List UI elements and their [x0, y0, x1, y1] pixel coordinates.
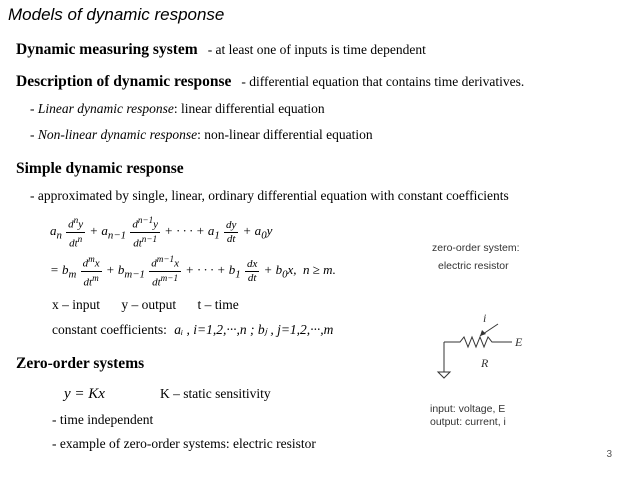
variables-line [52, 297, 239, 313]
description-line [16, 73, 524, 91]
figure-label-1: zero-order system: [432, 242, 520, 254]
var-y: y – output [121, 297, 177, 312]
zero-order-heading: Zero-order systems [16, 355, 145, 372]
linear-prefix: - [30, 101, 38, 116]
sdr-description: - approximated by single, linear, ordinary differential equation with constant coefficients [30, 188, 509, 203]
static-sensitivity: K – static sensitivity [160, 386, 271, 401]
var-x: x – input [52, 297, 101, 312]
slide-title: Models of dynamic response [8, 5, 225, 24]
figure-output: output: current, i [430, 416, 506, 428]
zero-order-formula: y = Kx [64, 386, 105, 402]
figure-input: input: voltage, E [430, 403, 506, 415]
ddr-description: - differential equation that contains time derivatives. [241, 74, 525, 89]
nonlinear-prefix: - [30, 127, 38, 142]
nonlinear-rest: : non-linear differential equation [197, 127, 373, 142]
sdr-heading: Simple dynamic response [16, 160, 184, 177]
differential-equation-line-1: $a_n$ $\frac{d^ny}{dt^n}$ + $a_{n-1}$ $\frac{d^{n-1}y}{dt^{n-1}}$ + · · · + $a_1$ $\frac{dy}{dt}$ + $a_0y$ [50, 215, 273, 250]
nonlinear-line [30, 127, 373, 143]
linear-rest: : linear differential equation [173, 101, 325, 116]
ddr-heading: Description of dynamic response [16, 73, 232, 90]
resistance-symbol: R [481, 356, 489, 370]
linear-line [30, 101, 325, 117]
nonlinear-term: Non-linear dynamic response [37, 127, 198, 142]
coeff-label: constant coefficients: [52, 322, 167, 337]
dms-description: - at least one of inputs is time dependent [207, 42, 426, 57]
resistor-icon [444, 337, 512, 347]
current-symbol: i [483, 311, 487, 325]
voltage-symbol: E [515, 335, 523, 349]
differential-equation-line-2: = $b_m$ $\frac{d^mx}{dt^m}$ + $b_{m-1}$ $\frac{d^{m-1}x}{dt^{m-1}}$ + · · · + $b_1$ $\frac{dx}{dt}$ + $b_0x$, n ≥ m. [50, 254, 336, 289]
dms-heading: Dynamic measuring system [16, 41, 198, 58]
time-independent: - time independent [52, 412, 154, 427]
ground-icon [438, 372, 450, 378]
page-number: 3 [606, 449, 612, 460]
dynamic-measuring-system-line [16, 41, 426, 59]
var-t: t – time [197, 297, 239, 312]
zero-order-example: - example of zero-order systems: electric resistor [52, 436, 316, 451]
figure-label-2: electric resistor [438, 260, 509, 272]
coeff-expression: aᵢ , i=1,2,···,n ; bⱼ , j=1,2,···,m [174, 322, 334, 337]
linear-term: Linear dynamic response [37, 101, 174, 116]
coefficients-line [52, 322, 333, 338]
